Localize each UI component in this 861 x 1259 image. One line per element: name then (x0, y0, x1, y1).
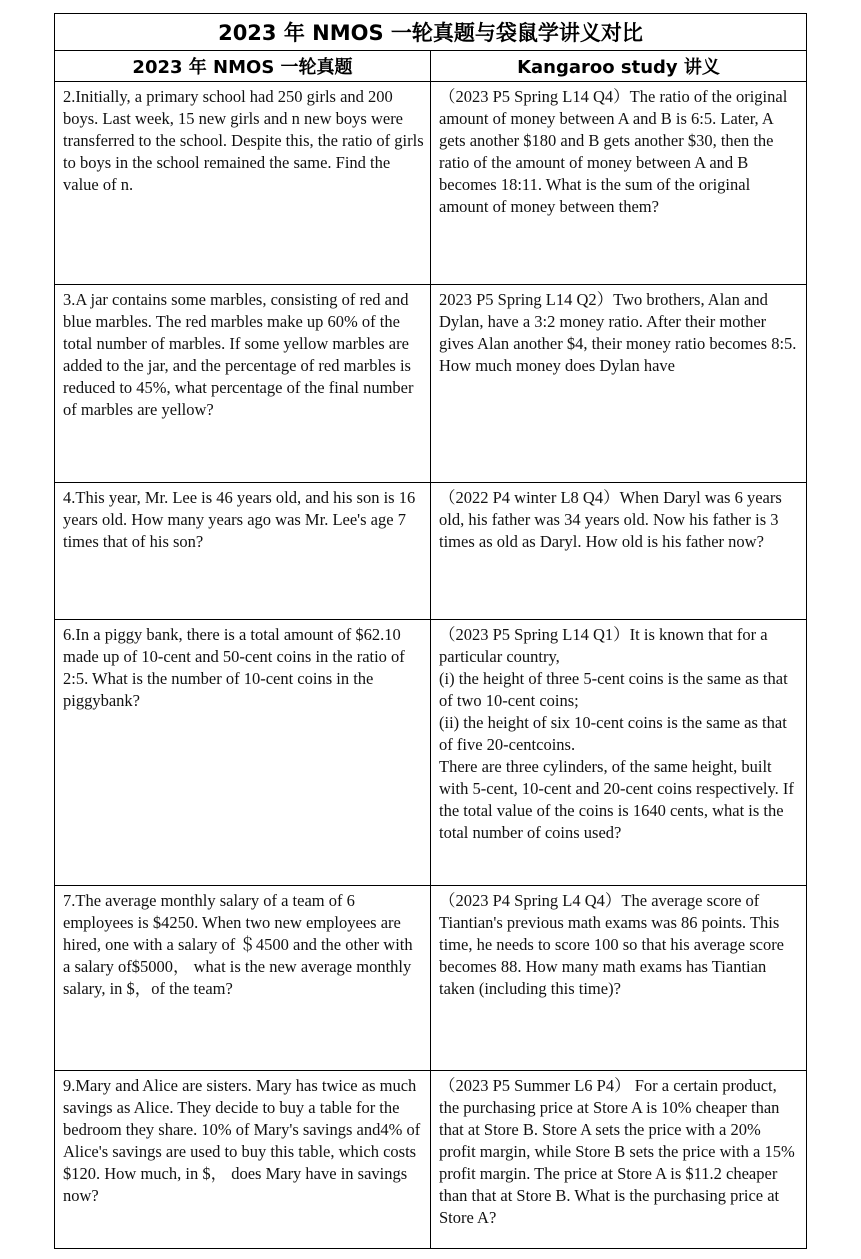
cell-text: 3.A jar contains some marbles, consisting of red and blue marbles. The red marbles make up 60% of the total number of marbles. If some yellow marbles are added to the jar, and the percentage of red marbles is reduced to 45%, what percentage of the final number of marbles are yellow? (63, 290, 414, 419)
cell-text: 9.Mary and Alice are sisters. Mary has twice as much savings as Alice. They decide to buy a table for the bedroom they share. 10% of Mary's savings and4% of Alice's savings are used to buy this table, which costs $120. How much, in $， does Mary have in savings now? (63, 1076, 421, 1205)
nmos-question-4 (55, 483, 431, 620)
cell-text: （2022 P4 winter L8 Q4）When Daryl was 6 years old, his father was 34 years old. Now his father is 3 times as old as Daryl. How old is his father now? (439, 488, 782, 551)
kangaroo-question-3 (431, 285, 807, 483)
table-row (55, 285, 806, 483)
comparison-table (55, 51, 806, 1248)
cell-text: 6.In a piggy bank, there is a total amount of $62.10 made up of 10-cent and 50-cent coins in the ratio of 2:5. What is the number of 10-cent coins in the piggybank? (63, 625, 405, 710)
kangaroo-question-4 (431, 483, 807, 620)
nmos-question-7 (55, 886, 431, 1071)
header-row (55, 51, 806, 82)
nmos-question-2 (55, 82, 431, 285)
table-row (55, 1071, 806, 1248)
table-row (55, 483, 806, 620)
comparison-sheet (54, 13, 807, 1249)
table-row (55, 620, 806, 886)
cell-text: 2023 P5 Spring L14 Q2）Two brothers, Alan and Dylan, have a 3:2 money ratio. After their mother gives Alan another $4, their money ratio becomes 8:5. How much money does Dylan have (439, 290, 797, 375)
cell-text: （2023 P4 Spring L4 Q4）The average score of Tiantian's previous math exams was 86 points. This time, he needs to score 100 so that his average score becomes 88. How many math exams has Tiantian taken (including this time)? (439, 891, 785, 998)
cell-text: （2023 P5 Summer L6 P4） For a certain product, the purchasing price at Store A is 10% cheaper than that at Store B. Store A sets the price with a 20% profit margin, while Store B sets the price with a 15% profit margin. The price at Store A is $11.2 cheaper than that at Store B. What is the purchasing price at Store A? (439, 1076, 795, 1227)
header-nmos: 2023 年 NMOS 一轮真题 (55, 51, 431, 82)
nmos-question-3 (55, 285, 431, 483)
table-row (55, 886, 806, 1071)
kangaroo-question-7 (431, 886, 807, 1071)
cell-text: 4.This year, Mr. Lee is 46 years old, and his son is 16 years old. How many years ago was Mr. Lee's age 7 times that of his son? (63, 488, 416, 551)
cell-text: 2.Initially, a primary school had 250 girls and 200 boys. Last week, 15 new girls and n new boys were transferred to the school. Despite this, the ratio of girls to boys in the school remained the same. Find the value of n. (63, 87, 424, 194)
cell-text: （2023 P5 Spring L14 Q1）It is known that for a particular country, (i) the height of three 5-cent coins is the same as that of two 10-cent coins; (ii) the height of six 10-cent coins is the same as that of five 20-centcoins. There are three cylinders, of the same height, built with 5-cent, 10-cent and 20-cent coins respectively. If the total value of the coins is 1640 cents, what is the total number of coins used? (439, 625, 794, 842)
header-kangaroo: Kangaroo study 讲义 (431, 51, 807, 82)
nmos-question-6 (55, 620, 431, 886)
cell-text: 7.The average monthly salary of a team of 6 employees is $4250. When two new employees are hired, one with a salary of ＄4500 and the other with a salary of$5000， what is the new average monthly salary, in $，of the team? (63, 891, 413, 998)
kangaroo-question-6 (431, 620, 807, 886)
sheet-title: 2023 年 NMOS 一轮真题与袋鼠学讲义对比 (55, 14, 806, 51)
kangaroo-question-9 (431, 1071, 807, 1248)
kangaroo-question-2 (431, 82, 807, 285)
nmos-question-9 (55, 1071, 431, 1248)
table-row (55, 82, 806, 285)
cell-text: （2023 P5 Spring L14 Q4）The ratio of the original amount of money between A and B is 6:5. Later, A gets another $180 and B gets another $30, then the ratio of the amount of money between A and B becomes 18:11. What is the sum of the original amount of money between them? (439, 87, 788, 216)
